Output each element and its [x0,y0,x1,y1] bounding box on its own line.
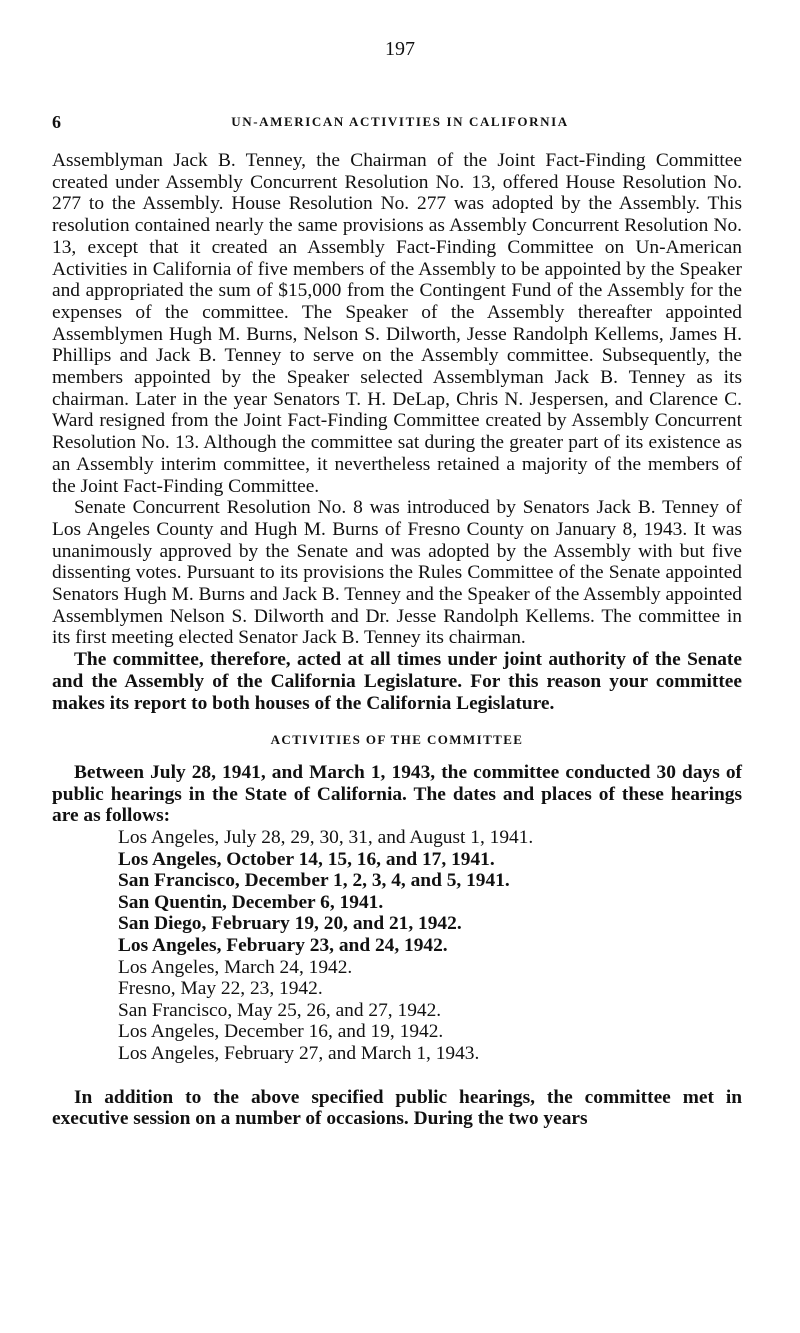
hearing-item: San Francisco, December 1, 2, 3, 4, and 5, 1941. [118,870,510,892]
closing-paragraph: In addition to the above specified public hearings, the committee met in executive session on a number of occasions. During the two years [52,1086,742,1130]
hearing-item: San Francisco, May 25, 26, and 27, 1942. [118,999,442,1021]
folio-number: 6 [52,112,61,132]
hearing-item: Los Angeles, February 23, and 24, 1942. [118,935,448,957]
hearings-list [52,827,742,1065]
hearing-item: Fresno, May 22, 23, 1942. [118,978,323,1000]
hearing-item: San Quentin, December 6, 1941. [118,891,384,913]
hearing-item: Los Angeles, July 28, 29, 30, 31, and August 1, 1941. [118,827,534,849]
paragraph: The committee, therefore, acted at all times under joint authority of the Senate and the Assembly of the California Legislature. For this reason your committee makes its report to both houses of the California Legislature. [52,649,742,714]
activities-intro: Between July 28, 1941, and March 1, 1943, the committee conducted 30 days of public hearings in the State of California. The dates and places of these hearings are as follows: [52,761,742,827]
hearing-item: Los Angeles, October 14, 15, 16, and 17, 1941. [118,848,495,870]
paragraph: Assemblyman Jack B. Tenney, the Chairman of the Joint Fact-Finding Committee created under Assembly Concurrent Resolution No. 13, offered House Resolution No. 277 to the Assembly. House Resolution No. 277 was adopted by the Assembly. This resolution contained nearly the same provisions as Assembly Concurrent Resolution No. 13, except that it created an Assembly Fact-Finding Committee on Un-American Activities in California of five members of the Assembly to be appointed by the Speaker and appropriated the sum of $15,000 from the Contingent Fund of the Assembly for the expenses of the committee. The Speaker of the Assembly thereafter appointed Assemblymen Hugh M. Burns, Nelson S. Dilworth, Jesse Randolph Kellems, James H. Phillips and Jack B. Tenney to serve on the Assembly committee. Subsequently, the members appointed by the Speaker selected Assemblyman Jack B. Tenney as its chairman. Later in the year Senators T. H. DeLap, Chris N. Jespersen, and Clarence C. Ward resigned from the Joint Fact-Finding Committee created by Assembly Concurrent Resolution No. 13. Although the committee sat during the greater part of its existence as an Assembly interim committee, it nevertheless retained a majority of the members of the Joint Fact-Finding Committee. [52,150,742,497]
hearing-item: Los Angeles, February 27, and March 1, 1943. [118,1043,480,1065]
section-heading: ACTIVITIES OF THE COMMITTEE [270,732,524,748]
paragraph: Senate Concurrent Resolution No. 8 was introduced by Senators Jack B. Tenney of Los Angeles County and Hugh M. Burns of Fresno County on January 8, 1943. It was unanimously approved by the Senate and was adopted by the Assembly with but five dissenting votes. Pursuant to its provisions the Rules Committee of the Senate appointed Senators Hugh M. Burns and Jack B. Tenney and the Speaker of the Assembly appointed Assemblymen Nelson S. Dilworth and Dr. Jesse Randolph Kellems. The committee in its first meeting elected Senator Jack B. Tenney its chairman. [52,497,742,649]
hearing-item: Los Angeles, March 24, 1942. [118,956,353,978]
hearing-item: San Diego, February 19, 20, and 21, 1942. [118,913,462,935]
page-body [52,150,742,1130]
spacer [52,1065,742,1087]
running-head: UN-AMERICAN ACTIVITIES IN CALIFORNIA [231,114,569,129]
page-number: 197 [385,38,415,60]
hearing-item: Los Angeles, December 16, and 19, 1942. [118,1021,444,1043]
